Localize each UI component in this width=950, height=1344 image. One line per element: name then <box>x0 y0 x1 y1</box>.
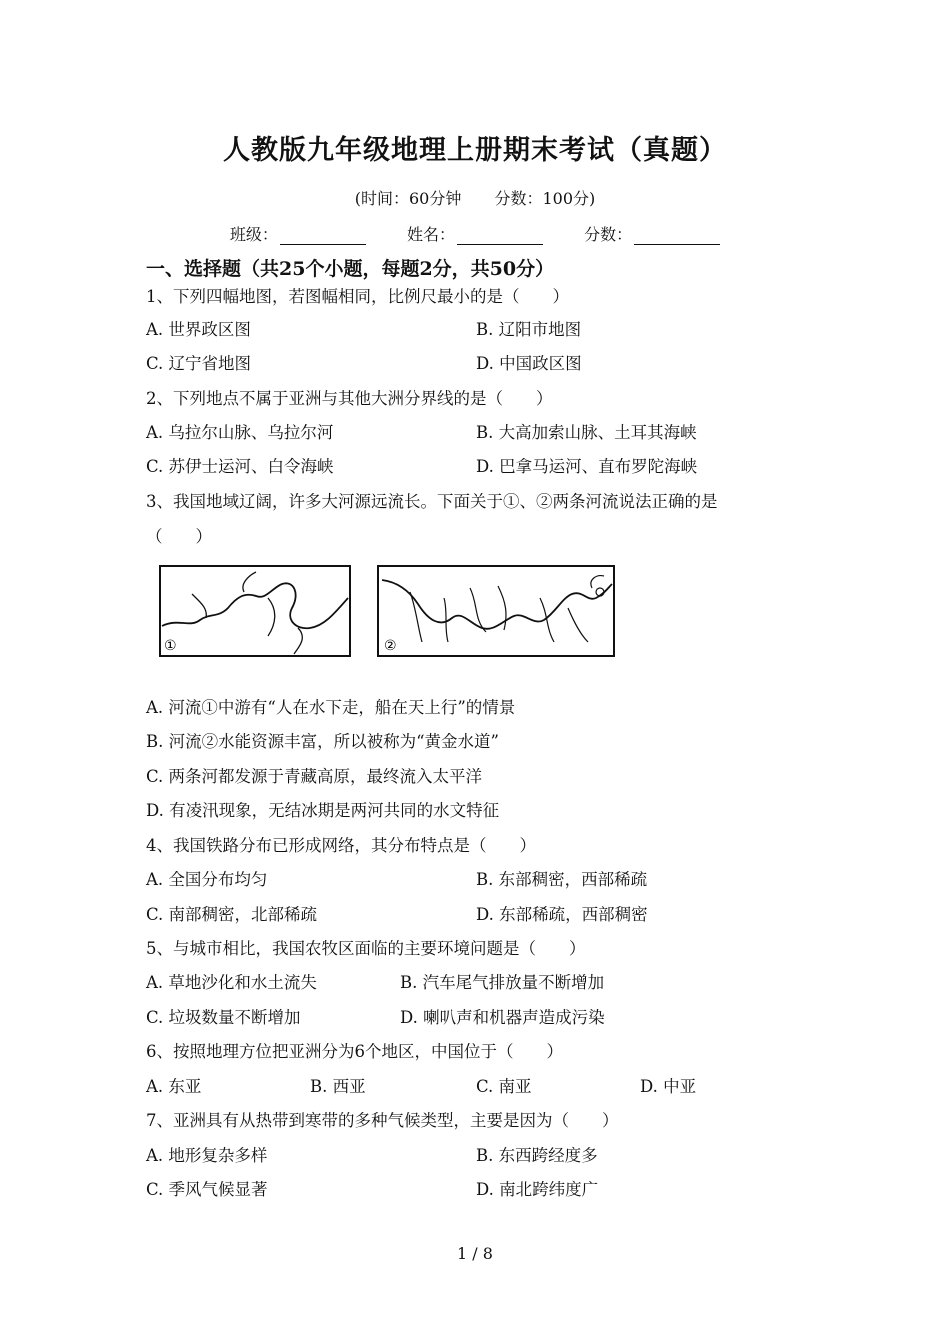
q2-option-c: C. 苏伊士运河、白令海峡 <box>146 457 334 476</box>
exam-meta <box>0 186 950 209</box>
q6-option-d: D. 中亚 <box>640 1077 697 1096</box>
total-score-label: 分数：100分) <box>494 189 596 208</box>
q3-option-c: C. 两条河都发源于青藏高原，最终流入太平洋 <box>146 767 483 786</box>
q2-option-d: D. 巴拿马运河、直布罗陀海峡 <box>476 457 698 476</box>
student-info <box>0 222 950 245</box>
question-3-stem: 3、我国地域辽阔，许多大河源远流长。下面关于①、②两条河流说法正确的是 <box>146 492 718 511</box>
q7-option-b: B. 东西跨经度多 <box>476 1146 598 1165</box>
q1-option-d: D. 中国政区图 <box>476 354 582 373</box>
section-heading: 一、选择题（共25个小题，每题2分，共50分） <box>146 258 555 280</box>
map-1-label: ① <box>164 638 177 654</box>
q7-option-c: C. 季风气候显著 <box>146 1180 268 1199</box>
score-blank[interactable] <box>634 228 720 245</box>
map-1-frame <box>160 566 350 656</box>
q3-option-a: A. 河流①中游有“人在水下走，船在天上行”的情景 <box>146 698 516 717</box>
q7-option-d: D. 南北跨纬度广 <box>476 1180 599 1199</box>
score-label: 分数： <box>584 225 633 244</box>
q3-option-d: D. 有凌汛现象，无结冰期是两河共同的水文特征 <box>146 801 500 820</box>
q2-option-a: A. 乌拉尔山脉、乌拉尔河 <box>146 423 334 442</box>
q4-option-c: C. 南部稠密，北部稀疏 <box>146 905 318 924</box>
question-3-paren: （ ） <box>146 527 212 546</box>
q3-option-b: B. 河流②水能资源丰富，所以被称为“黄金水道” <box>146 732 499 751</box>
q5-option-a: A. 草地沙化和水土流失 <box>146 973 317 992</box>
q1-option-b: B. 辽阳市地图 <box>476 320 582 339</box>
question-6-stem: 6、按照地理方位把亚洲分为6个地区，中国位于（ ） <box>146 1042 563 1061</box>
river-1-tributaries <box>192 572 302 654</box>
name-field[interactable] <box>407 222 543 245</box>
river-2-tributaries <box>410 576 604 642</box>
map-2-label: ② <box>384 638 397 654</box>
page-number: 1 / 8 <box>457 1244 493 1263</box>
q4-option-d: D. 东部稀疏，西部稠密 <box>476 905 648 924</box>
name-label: 姓名： <box>406 225 455 244</box>
q5-option-c: C. 垃圾数量不断增加 <box>146 1008 301 1027</box>
q6-option-c: C. 南亚 <box>476 1077 532 1096</box>
q2-option-b: B. 大高加索山脉、土耳其海峡 <box>476 423 697 442</box>
page-title: 人教版九年级地理上册期末考试（真题） <box>223 135 727 166</box>
map-2-frame <box>378 566 614 656</box>
question-2-stem: 2、下列地点不属于亚洲与其他大洲分界线的是（ ） <box>146 389 553 408</box>
name-blank[interactable] <box>457 228 543 245</box>
river-maps-figure <box>148 558 628 668</box>
class-label: 班级： <box>229 225 278 244</box>
question-1-stem: 1、下列四幅地图，若图幅相同，比例尺最小的是（ ） <box>146 287 569 306</box>
q5-option-b: B. 汽车尾气排放量不断增加 <box>400 973 605 992</box>
question-4-stem: 4、我国铁路分布已形成网络，其分布特点是（ ） <box>146 836 536 855</box>
q7-option-a: A. 地形复杂多样 <box>146 1146 268 1165</box>
time-label: (时间：60分钟 <box>354 189 462 208</box>
river-2-path <box>382 580 612 629</box>
class-blank[interactable] <box>280 228 366 245</box>
river-1-path <box>162 583 348 628</box>
q4-option-a: A. 全国分布均匀 <box>146 870 268 889</box>
q1-option-c: C. 辽宁省地图 <box>146 354 252 373</box>
river-maps-svg <box>148 558 628 668</box>
question-7-stem: 7、亚洲具有从热带到寒带的多种气候类型，主要是因为（ ） <box>146 1111 619 1130</box>
class-field[interactable] <box>230 222 366 245</box>
q6-option-a: A. 东亚 <box>146 1077 202 1096</box>
q6-option-b: B. 西亚 <box>310 1077 366 1096</box>
score-field[interactable] <box>584 222 720 245</box>
q5-option-d: D. 喇叭声和机器声造成污染 <box>400 1008 605 1027</box>
question-5-stem: 5、与城市相比，我国农牧区面临的主要环境问题是（ ） <box>146 939 586 958</box>
q1-option-a: A. 世界政区图 <box>146 320 251 339</box>
q4-option-b: B. 东部稠密，西部稀疏 <box>476 870 648 889</box>
